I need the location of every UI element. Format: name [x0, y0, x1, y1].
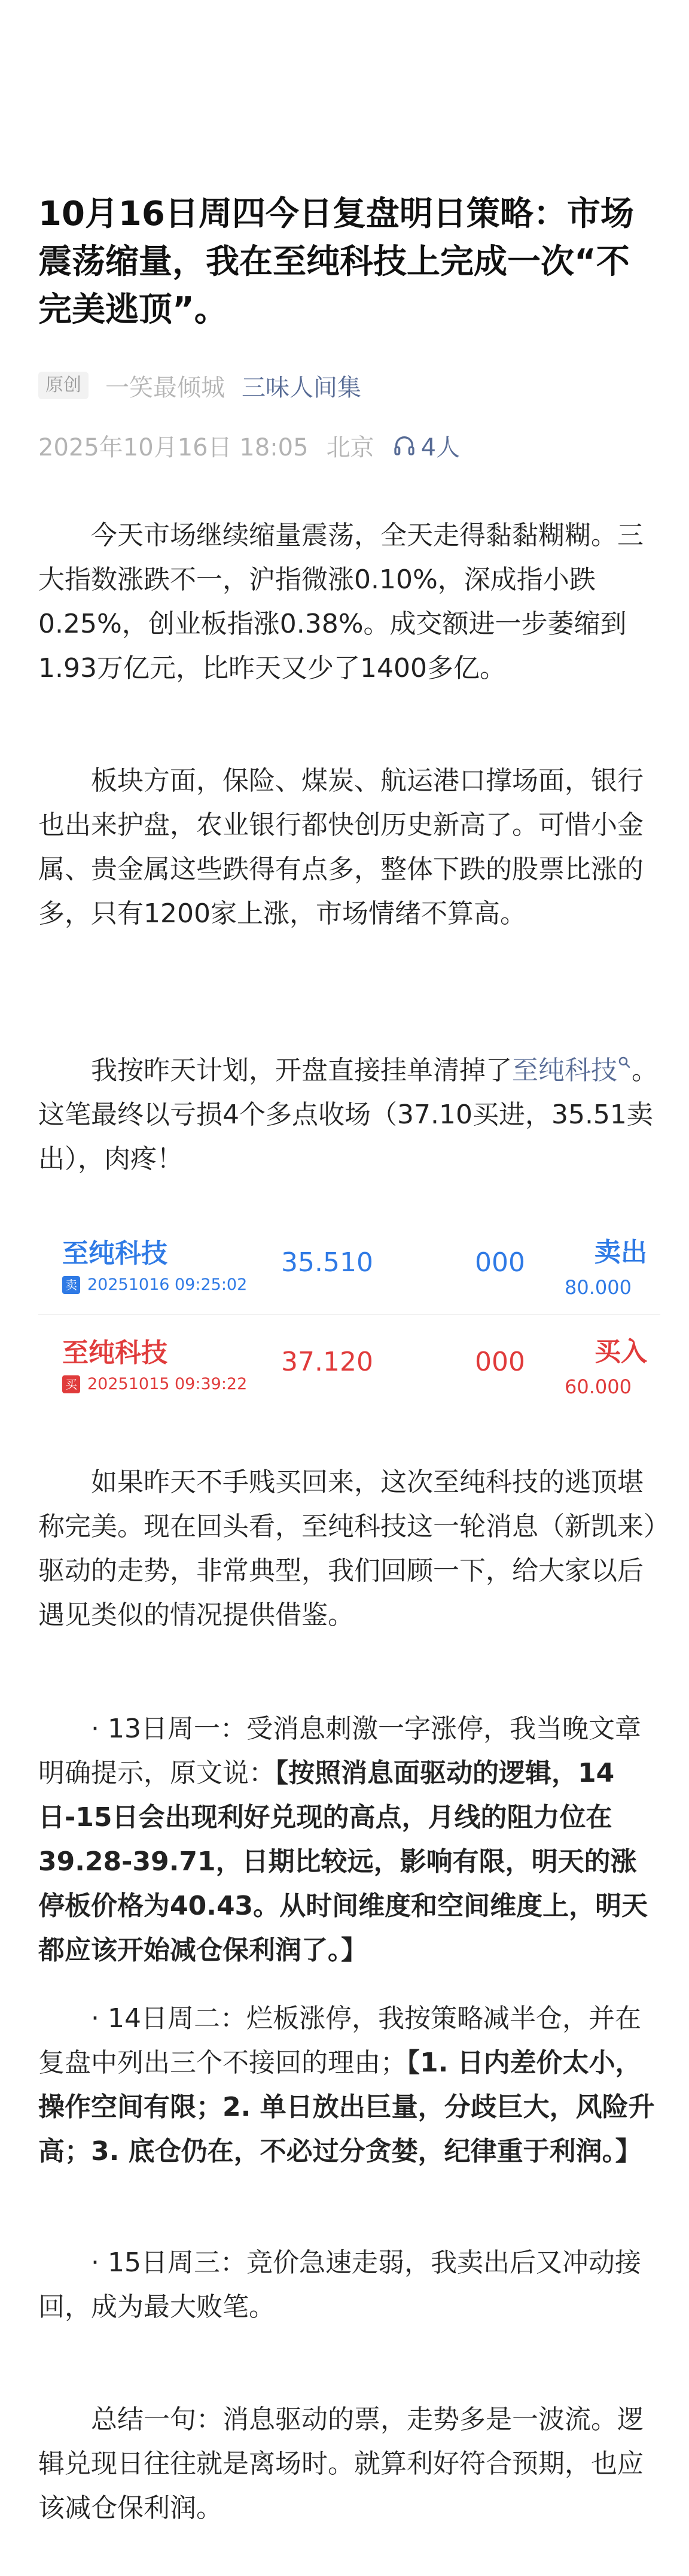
headphones-icon: [392, 433, 416, 457]
paragraph-text: 。这笔最终以亏损4个多点收场（37.10买进，35.51卖出），肉疼！: [38, 1055, 658, 1174]
trade-time: 20251015 09:39:22: [87, 1375, 248, 1393]
paragraph-review-intro: 如果昨天不手贱买回来，这次至纯科技的逃顶堪称完美。现在回头看，至纯科技这一轮消息（新凯来）驱动的走势，非常典型，我们回顾一下，给大家以后遇见类似的情况提供借鉴。: [38, 1467, 657, 1630]
paragraph-trade-result: [38, 1049, 660, 1181]
paragraph-text: · 14日周二：烂板涨停，我按策略减半仓，并在复盘中列出三个不接回的理由；: [38, 2003, 641, 2078]
buy-badge: 买: [62, 1375, 80, 1393]
article-meta-secondary: [38, 429, 460, 462]
paragraph-market-summary: 今天市场继续缩量震荡，全天走得黏黏糊糊。三大指数涨跌不一，沪指微涨0.10%，深成指小跌0.25%，创业板指涨0.38%。成交额进一步萎缩到1.93万亿元，比昨天又少了1400多亿。: [38, 520, 644, 684]
divider: [38, 1314, 660, 1315]
publish-date: 2025年10月16日 18:05: [38, 433, 309, 461]
stock-name: 至纯科技: [62, 1338, 167, 1368]
paragraph-summary: 总结一句：消息驱动的票，走势多是一波流。逻辑兑现日往往就是离场时。就算利好符合预期，也应该减仓保利润。: [38, 2404, 644, 2523]
search-icon[interactable]: [617, 1055, 632, 1070]
author-name[interactable]: 一笑最倾城: [105, 373, 225, 402]
listen-button[interactable]: [392, 429, 460, 463]
quoted-text: 【按照消息面驱动的逻辑，14日-15日会出现利好兑现的高点，月线的阻力位在39.28-39.71，日期比较远，影响有限，明天的涨停板价格为40.43。从时间维度和空间维度上，明天都应该开始减仓保利润了。】: [38, 1758, 648, 1966]
trade-price: 37.120: [281, 1347, 373, 1377]
trade-quantity: 000: [475, 1247, 525, 1278]
trade-side: 买入: [595, 1336, 647, 1367]
publish-location: 北京: [326, 433, 374, 461]
quoted-text: 【1. 日内差价太小，操作空间有限；2. 单日放出巨量，分歧巨大，风险升高；3. 底仓仍在，不必过分贪婪，纪律重于利润。】: [38, 2048, 655, 2167]
stock-link[interactable]: 至纯科技: [512, 1055, 617, 1086]
paragraph-sectors: 板块方面，保险、煤炭、航运港口撑场面，银行也出来护盘，农业银行都快创历史新高了。可惜小金属、贵金属这些跌得有点多，整体下跌的股票比涨的多，只有1200家上涨，市场情绪不算高。: [38, 765, 644, 929]
trade-price: 35.510: [281, 1247, 373, 1278]
original-tag: 原创: [38, 372, 89, 399]
account-name-link[interactable]: 三味人间集: [242, 373, 361, 402]
paragraph-text: · 13日周一：受消息刺激一字涨停，我当晚文章明确提示，原文说：: [38, 1714, 641, 1788]
paragraph-day-14: [38, 1997, 660, 2174]
trade-side: 卖出: [595, 1237, 647, 1268]
article-meta: [38, 371, 361, 400]
trade-time: 20251016 09:25:02: [87, 1275, 248, 1294]
stock-name: 至纯科技: [62, 1238, 167, 1269]
paragraph-day-15: · 15日周三：竞价急速走弱，我卖出后又冲动接回，成为最大败笔。: [38, 2247, 641, 2322]
trade-records: [38, 1221, 660, 1418]
trade-amount: 80.000: [565, 1276, 632, 1299]
trade-quantity: 000: [475, 1347, 525, 1377]
article-title: 10月16日周四今日复盘明日策略：市场震荡缩量，我在至纯科技上完成一次“不完美逃顶”。: [38, 195, 634, 329]
trade-row-sell[interactable]: [38, 1221, 660, 1310]
trade-amount: 60.000: [565, 1375, 632, 1398]
sell-badge: 卖: [62, 1276, 80, 1294]
paragraph-day-13: [38, 1707, 660, 1973]
paragraph-text: 我按昨天计划，开盘直接挂单清掉了: [91, 1055, 512, 1086]
listen-count: 4人: [420, 433, 461, 461]
trade-row-buy[interactable]: [38, 1320, 660, 1409]
